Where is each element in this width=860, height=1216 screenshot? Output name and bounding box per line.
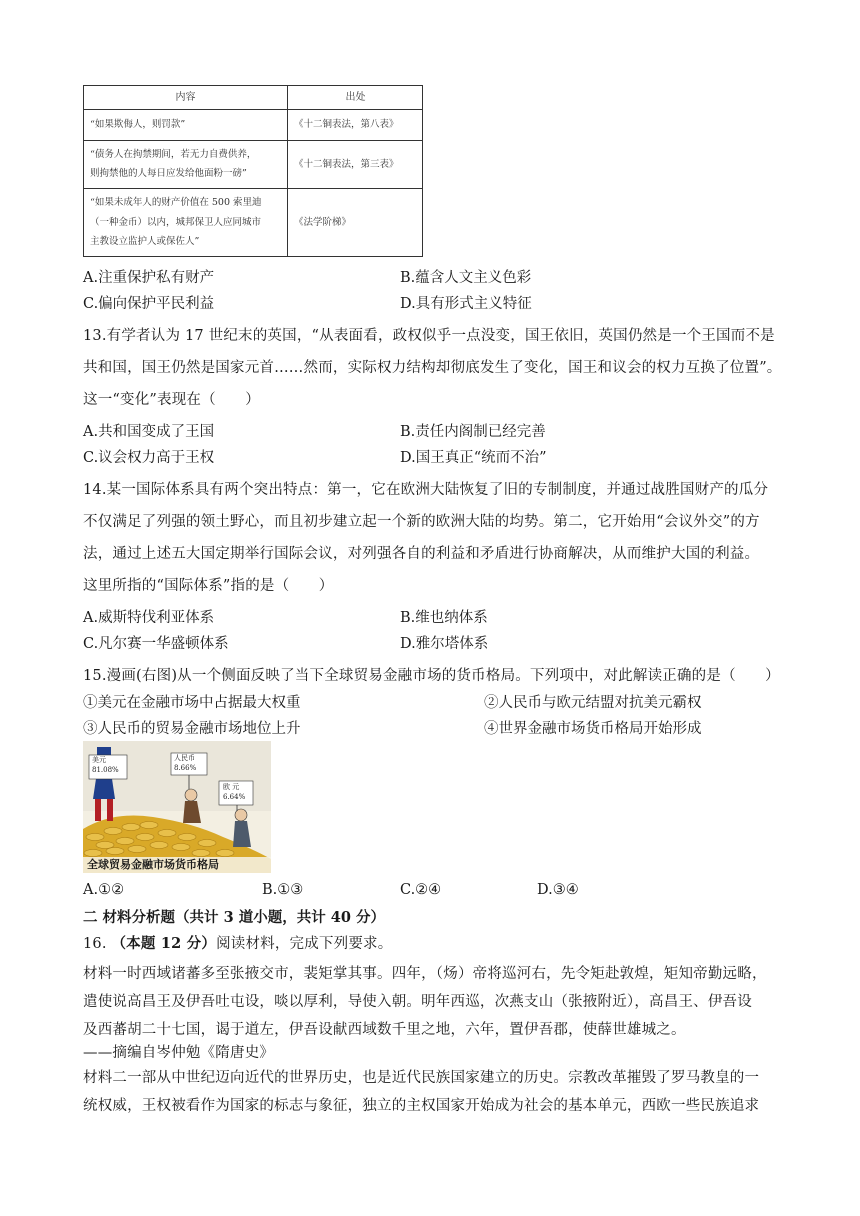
- table-cell-content: （一种金币）以内，城邦保卫人应同城市: [90, 217, 262, 228]
- question-instruction: 阅读材料，完成下列要求。: [216, 936, 393, 952]
- table-divider: [84, 188, 422, 189]
- question-14-stem: 法，通过上述五大国定期举行国际会议，对列强各自的利益和矛盾进行协商解决，从而维护大国的利益。: [83, 546, 760, 562]
- option-c: C.②④: [400, 882, 442, 898]
- law-table: [83, 85, 423, 257]
- usd-label: 美元: [92, 756, 106, 764]
- option-a: A.①②: [83, 882, 125, 898]
- eur-label: 欧 元: [223, 783, 240, 791]
- table-cell-content: “如果欺侮人，则罚款”: [90, 119, 186, 130]
- material-1-text: 材料一时西域诸蕃多至张掖交市，裴矩掌其事。四年，（炀）帝将巡河右，先令矩赴敦煌，矩知帝勤远略，: [83, 966, 767, 982]
- rmb-value: 8.66%: [174, 764, 197, 772]
- material-1-text: 及西蕃胡二十七国，谒于道左，伊吾设献西域数千里之地，六年，置伊吾郡，使薛世雄城之。: [83, 1022, 686, 1038]
- rmb-label: 人民币: [174, 754, 195, 762]
- option-a: A.威斯特伐利亚体系: [83, 610, 215, 626]
- currency-cartoon: [83, 741, 271, 873]
- material-2-text: 统权威，王权被看作为国家的标志与象征，独立的主权国家开始成为社会的基本单元，西欧一些民族追求: [83, 1098, 760, 1114]
- question-13-stem: 这一“变化”表现在（ ）: [83, 392, 260, 408]
- option-b: B.维也纳体系: [400, 610, 488, 626]
- question-score: （本题 12 分）: [111, 935, 217, 952]
- material-1-source: ——摘编自岑仲勉《隋唐史》: [83, 1045, 275, 1061]
- material-1-text: 遣使说高昌王及伊吾吐屯设，啖以厚利，导使入朝。明年西巡，次燕支山（张掖附近），高昌王、伊吾设: [83, 994, 752, 1010]
- table-cell-content: 则拘禁他的人每日应发给他面粉一磅”: [90, 168, 247, 179]
- question-14-stem: 不仅满足了列强的领土野心，而且初步建立起一个新的欧洲大陆的均势。第二，它开始用“会议外交”的方: [83, 514, 760, 530]
- table-cell-source: 《法学阶梯》: [294, 217, 352, 228]
- question-14-stem: 这里所指的“国际体系”指的是（ ）: [83, 578, 334, 594]
- option-d: D.国王真正“统而不治”: [400, 450, 547, 466]
- table-divider: [287, 86, 288, 256]
- statement-2: ②人民币与欧元结盟对抗美元霸权: [484, 695, 702, 711]
- table-cell-content: “债务人在拘禁期间，若无力自费供养，: [90, 149, 257, 160]
- option-d: D.具有形式主义特征: [400, 296, 532, 312]
- option-b: B.蕴含人文主义色彩: [400, 270, 532, 286]
- section-title: 二 材料分析题（共计 3 道小题，共计 40 分）: [83, 909, 386, 926]
- option-d: D.雅尔塔体系: [400, 636, 489, 652]
- question-13-stem: 共和国，国王仍然是国家元首……然而，实际权力结构却彻底发生了变化，国王和议会的权力互换了位置”。: [83, 360, 782, 376]
- question-14-stem: 14.某一国际体系具有两个突出特点：第一，它在欧洲大陆恢复了旧的专制制度，并通过战胜国财产的瓜分: [83, 482, 769, 498]
- table-header-content: 内容: [175, 92, 196, 103]
- option-d: D.③④: [537, 882, 579, 898]
- option-c: C.议会权力高于王权: [83, 450, 215, 466]
- question-number: 16.: [83, 936, 107, 952]
- question-16-stem: [83, 932, 392, 953]
- table-header-source: 出处: [345, 92, 366, 103]
- statement-4: ④世界金融市场货币格局开始形成: [484, 721, 702, 737]
- cartoon-caption: 全球贸易金融市场货币格局: [87, 858, 219, 871]
- table-cell-source: 《十二铜表法，第八表》: [294, 119, 399, 130]
- eur-value: 6.64%: [223, 793, 246, 801]
- question-15-stem: 15.漫画(右图)从一个侧面反映了当下全球贸易金融市场的货币格局。下列项中，对此解读正确的是（ ）: [83, 668, 780, 684]
- table-divider: [84, 140, 422, 141]
- usd-value: 81.08%: [92, 766, 119, 774]
- option-b: B.责任内阁制已经完善: [400, 424, 546, 440]
- table-cell-source: 《十二铜表法，第三表》: [294, 159, 399, 170]
- option-a: A.注重保护私有财产: [83, 270, 215, 286]
- option-c: C.偏向保护平民利益: [83, 296, 215, 312]
- option-c: C.凡尔赛一华盛顿体系: [83, 636, 229, 652]
- option-a: A.共和国变成了王国: [83, 424, 215, 440]
- table-divider: [84, 109, 422, 110]
- table-cell-content: “如果未成年人的财产价值在 500 索里迪: [90, 197, 262, 208]
- question-13-stem: 13.有学者认为 17 世纪末的英国，“从表面看，政权似乎一点没变，国王依旧，英国仍然是一个王国而不是: [83, 328, 775, 344]
- statement-1: ①美元在金融市场中占据最大权重: [83, 695, 301, 711]
- statement-3: ③人民币的贸易金融市场地位上升: [83, 721, 301, 737]
- table-cell-content: 主教设立监护人或保佐人”: [90, 236, 200, 247]
- material-2-text: 材料二一部从中世纪迈向近代的世界历史，也是近代民族国家建立的历史。宗教改革摧毁了罗马教皇的一: [83, 1070, 760, 1086]
- option-b: B.①③: [262, 882, 304, 898]
